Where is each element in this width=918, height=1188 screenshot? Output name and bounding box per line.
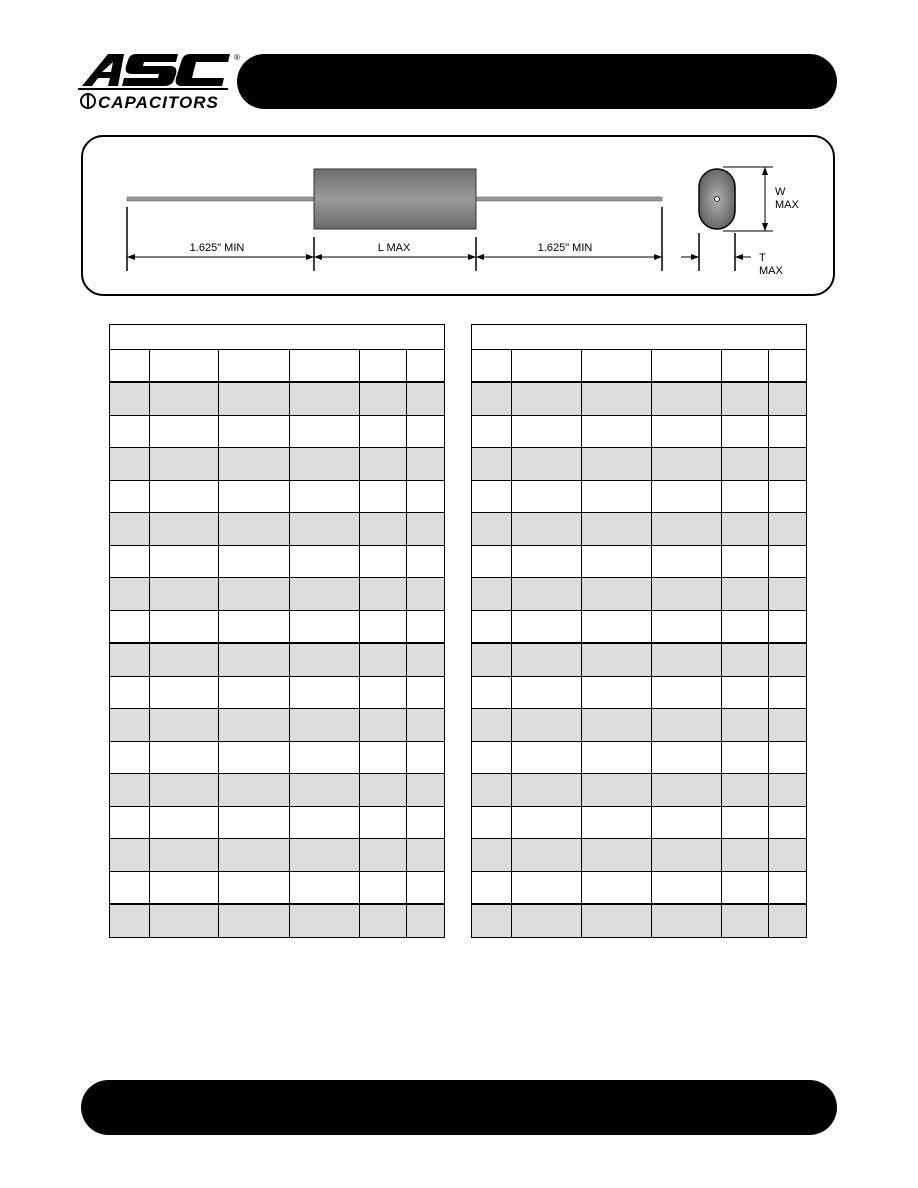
capacitor-drawing bbox=[83, 137, 833, 294]
table-row bbox=[472, 643, 807, 676]
thickness-label: T bbox=[759, 252, 766, 264]
table-row bbox=[472, 448, 807, 481]
table-row bbox=[472, 709, 807, 742]
table-row bbox=[472, 904, 807, 937]
capacitor-body bbox=[314, 169, 476, 229]
table-row bbox=[110, 578, 445, 611]
table-row bbox=[110, 643, 445, 676]
table-row bbox=[110, 676, 445, 709]
footer-bar bbox=[81, 1080, 837, 1135]
registered-mark: ® bbox=[234, 53, 240, 62]
table-row bbox=[110, 904, 445, 937]
table-title bbox=[110, 325, 445, 350]
table-row bbox=[472, 513, 807, 546]
table-header-row bbox=[472, 350, 807, 383]
table-row bbox=[110, 382, 445, 415]
table-row bbox=[110, 806, 445, 839]
table-row bbox=[110, 839, 445, 872]
left-lead-dimension: 1.625" MIN bbox=[189, 242, 245, 254]
table-row bbox=[110, 610, 445, 643]
table-row bbox=[472, 676, 807, 709]
thickness-max-label: MAX bbox=[759, 265, 783, 277]
table-row bbox=[472, 806, 807, 839]
table-row bbox=[472, 741, 807, 774]
table-row bbox=[472, 415, 807, 448]
table-row bbox=[110, 545, 445, 578]
table-row bbox=[472, 610, 807, 643]
table-row bbox=[472, 578, 807, 611]
right-lead bbox=[475, 197, 662, 201]
right-lead-dimension: 1.625" MIN bbox=[537, 242, 593, 254]
table-row bbox=[110, 415, 445, 448]
table-row bbox=[472, 382, 807, 415]
left-spec-table bbox=[109, 324, 445, 938]
table-title bbox=[472, 325, 807, 350]
table-row bbox=[472, 545, 807, 578]
table-row bbox=[110, 774, 445, 807]
table-row bbox=[110, 480, 445, 513]
header-bar bbox=[237, 54, 837, 109]
logo-subtext: CAPACITORS bbox=[98, 93, 219, 112]
table-row bbox=[110, 709, 445, 742]
table-row bbox=[110, 448, 445, 481]
table-row bbox=[472, 839, 807, 872]
table-row bbox=[110, 741, 445, 774]
table-row bbox=[110, 871, 445, 904]
table-row bbox=[472, 871, 807, 904]
width-label: W bbox=[775, 186, 786, 198]
width-max-label: MAX bbox=[775, 199, 799, 211]
dimension-diagram bbox=[81, 135, 835, 296]
right-spec-table bbox=[471, 324, 807, 938]
table-row bbox=[110, 513, 445, 546]
table-header-row bbox=[110, 350, 445, 383]
left-lead bbox=[127, 197, 315, 201]
table-row bbox=[472, 480, 807, 513]
body-length-dimension: L MAX bbox=[377, 242, 411, 254]
table-row bbox=[472, 774, 807, 807]
asc-capacitors-logo bbox=[78, 50, 240, 112]
